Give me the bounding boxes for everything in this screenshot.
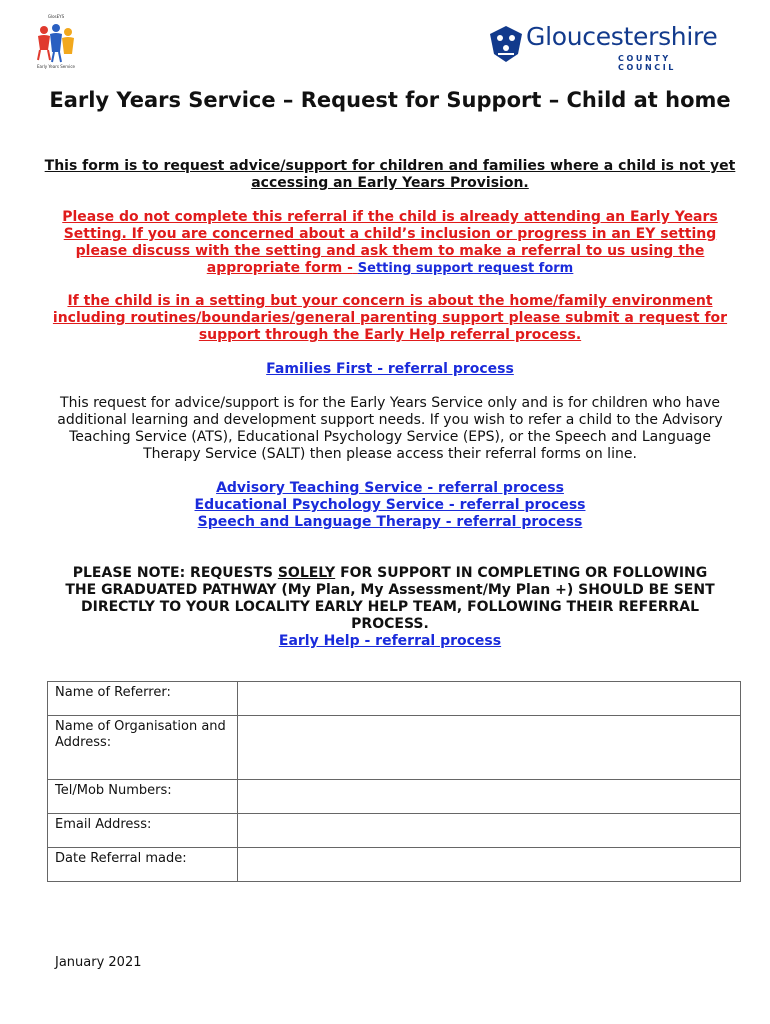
organisation-label: Name of Organisation and Address: [48, 716, 238, 780]
intro-text: This form is to request advice/support for children and families where a child is not yet accessing an Early Years Provision. [44, 158, 736, 191]
council-subtitle: COUNTY COUNCIL [618, 54, 677, 72]
referral-date-label: Date Referral made: [48, 848, 238, 882]
early-help-link[interactable]: Early Help - referral process [278, 633, 502, 649]
email-field[interactable] [238, 814, 741, 848]
phone-field[interactable] [238, 780, 741, 814]
families-first-link[interactable]: Families First - referral process [266, 361, 514, 377]
referrer-name-label: Name of Referrer: [48, 682, 238, 716]
council-name: Gloucestershire [526, 22, 718, 51]
table-row [48, 848, 741, 882]
page-title: Early Years Service – Request for Support – Child at home [49, 88, 731, 112]
table-row [48, 814, 741, 848]
note-solely: SOLELY [277, 565, 336, 581]
body-text: This request for advice/support is for the Early Years Service only and is for children who have additional learning and development support needs. If you wish to refer a child to the Advisory Teaching Service (ATS), Educational Psychology Service (EPS), or the Speech and Language Therapy Service (SALT) then please access their referral forms on line. [57, 395, 723, 462]
email-label: Email Address: [48, 814, 238, 848]
gloucestershire-logo [488, 22, 733, 70]
advisory-teaching-link[interactable]: Advisory Teaching Service - referral process [216, 480, 564, 496]
referrer-name-field[interactable] [238, 682, 741, 716]
logo-caption-top: GlosEYS [47, 14, 65, 19]
service-links [40, 480, 740, 531]
early-years-logo [28, 14, 84, 70]
please-note [55, 565, 725, 650]
organisation-field[interactable] [238, 716, 741, 780]
table-row [48, 682, 741, 716]
referrer-details-table [47, 681, 741, 882]
table-row [48, 780, 741, 814]
warning-text-1: Please do not complete this referral if the child is already attending an Early Years Setting. If you are concerned about a child’s inclusion or progress in an EY setting please discuss with the setting and ask them to make a referral to us using the appropriate form - [62, 209, 718, 276]
note-part-1: PLEASE NOTE: REQUESTS [72, 565, 273, 581]
families-first-link-wrap [40, 361, 740, 378]
footer-date: January 2021 [55, 955, 142, 970]
warning-home-environment: If the child is in a setting but your concern is about the home/family environment including routines/boundaries/general parenting support please submit a request for support through the Early Help referral process. [52, 293, 728, 343]
referral-date-field[interactable] [238, 848, 741, 882]
setting-support-form-link[interactable]: Setting support request form [357, 261, 574, 276]
phone-label: Tel/Mob Numbers: [48, 780, 238, 814]
speech-language-link[interactable]: Speech and Language Therapy - referral process [197, 514, 583, 530]
logo-caption-bottom: Early Years Service [37, 64, 75, 69]
table-row [48, 716, 741, 780]
warning-attending-setting [40, 209, 740, 277]
note-part-2: FOR SUPPORT IN COMPLETING OR FOLLOWING THE GRADUATED PATHWAY (My Plan, My Assessment/My Plan +) SHOULD BE SENT DIRECTLY TO YOUR LOCALITY EARLY HELP TEAM, FOLLOWING THEIR REFERRAL PROCESS. [65, 565, 715, 632]
council-crest-icon [488, 24, 524, 64]
educational-psychology-link[interactable]: Educational Psychology Service - referral process [194, 497, 586, 513]
children-figures-icon [28, 20, 84, 68]
